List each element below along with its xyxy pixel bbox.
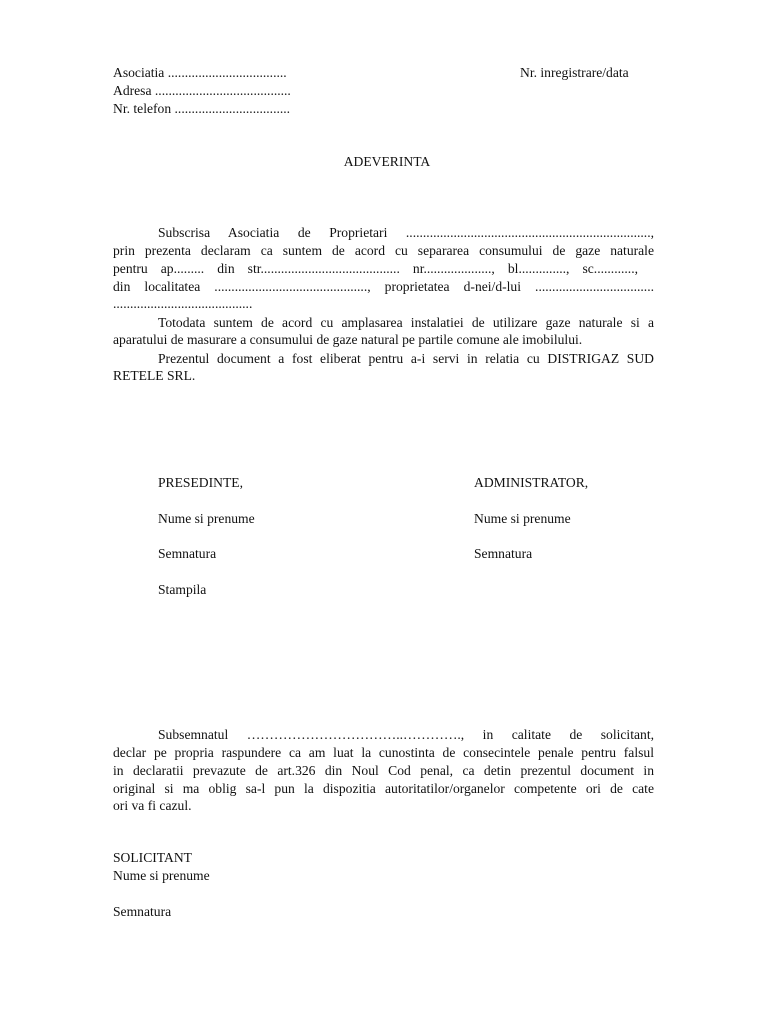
administrator-nume: Nume si prenume	[474, 511, 571, 526]
presedinte-nume: Nume si prenume	[158, 511, 255, 526]
p2-line1: Totodata suntem de acord cu amplasarea instalatiei de utilizare gaze naturale si a	[158, 315, 654, 330]
presedinte-label: PRESEDINTE,	[158, 475, 243, 490]
declaration-line2: declar pe propria raspundere ca am luat la cunostinta de consecintele penale pentru falsul	[113, 745, 654, 760]
telefon-field: Nr. telefon ..................................	[113, 101, 291, 116]
stampila-label: Stampila	[158, 582, 207, 597]
presedinte-semnatura: Semnatura	[158, 546, 217, 561]
declaration-line4: original si ma oblig sa-l pun la dispozitia autoritatilor/organelor competente ori de cate	[113, 781, 654, 796]
p3-line1: Prezentul document a fost eliberat pentru a-i servi in relatia cu DISTRIGAZ SUD	[158, 351, 654, 366]
solicitant-semnatura: Semnatura	[113, 904, 172, 919]
declaration-line3: in declaratii prevazute de art.326 din Noul Cod penal, ca detin prezentul document in	[113, 763, 654, 778]
p1-line2: prin prezenta declaram ca suntem de acord cu separarea consumului de gaze naturale	[113, 243, 654, 258]
solicitant-nume: Nume si prenume	[113, 868, 210, 883]
adresa-field: Adresa ........................................	[113, 83, 291, 98]
p3-line2: RETELE SRL.	[113, 368, 196, 383]
asociatia-field: Asociatia ...................................	[113, 65, 287, 80]
administrator-semnatura: Semnatura	[474, 546, 533, 561]
declaration-line5: ori va fi cazul.	[113, 798, 192, 813]
document-title: ADEVERINTA	[343, 154, 431, 169]
solicitant-label: SOLICITANT	[113, 850, 192, 865]
p1-line1: Subscrisa Asociatia de Proprietari ........................................................................,	[158, 225, 654, 240]
declaration-line1: Subsemnatul ……………………………..…………., in calitate de solicitant,	[158, 727, 654, 742]
p1-line3: pentru ap......... din str......................................... nr...................., bl.............., sc............,	[113, 261, 638, 276]
nr-inregistrare-field: Nr. inregistrare/data	[520, 65, 629, 80]
p1-line4: din localitatea ............................................., proprietatea d-nei/d-lui ...................................	[113, 279, 654, 294]
administrator-label: ADMINISTRATOR,	[474, 475, 589, 490]
p2-line2: aparatului de masurare a consumului de gaze natural pe partile comune ale imobilului.	[113, 332, 583, 347]
p1-line5: .........................................	[113, 296, 253, 311]
